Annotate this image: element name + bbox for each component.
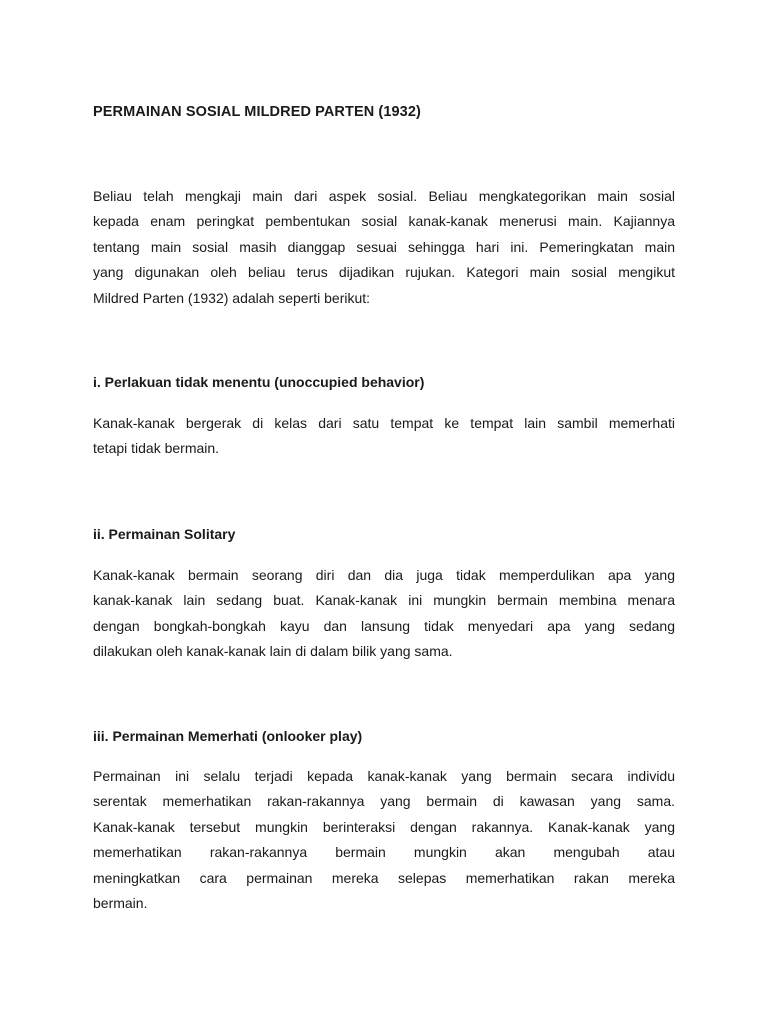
intro-line: Beliau telah mengkaji main dari aspek sosial. Beliau mengkategorikan main sosial bbox=[93, 188, 675, 204]
paragraph-line: serentak memerhatikan rakan-rakannya yang bermain di kawasan yang sama. bbox=[93, 793, 675, 810]
paragraph-line: kanak-kanak lain sedang buat. Kanak-kanak ini mungkin bermain membina menara bbox=[93, 592, 675, 609]
section-heading-unoccupied: i. Perlakuan tidak menentu (unoccupied behavior) bbox=[93, 374, 425, 390]
paragraph-line: Kanak-kanak tersebut mungkin berinteraksi dengan rakannya. Kanak-kanak yang bbox=[93, 818, 675, 835]
intro-paragraph bbox=[93, 184, 675, 311]
paragraph-line: dilakukan oleh kanak-kanak lain di dalam bilik yang sama. bbox=[93, 643, 453, 660]
section-paragraph-onlooker bbox=[93, 764, 675, 916]
intro-line: tentang main sosial masih dianggap sesuai sehingga hari ini. Pemeringkatan main bbox=[93, 238, 675, 255]
paragraph-line: tetapi tidak bermain. bbox=[93, 440, 220, 457]
paragraph-line: dengan bongkah-bongkah kayu dan lansung tidak menyedari apa yang sedang bbox=[93, 617, 675, 634]
section-paragraph-solitary bbox=[93, 563, 675, 665]
paragraph-line: memerhatikan rakan-rakannya bermain mungkin akan mengubah atau bbox=[93, 844, 675, 861]
paragraph-line: Permainan ini selalu terjadi kepada kanak-kanak yang bermain secara individu bbox=[93, 768, 675, 784]
section-heading-solitary: ii. Permainan Solitary bbox=[93, 526, 236, 542]
intro-line: yang digunakan oleh beliau terus dijadikan rujukan. Kategori main sosial mengikut bbox=[93, 264, 675, 281]
section-heading-onlooker: iii. Permainan Memerhati (onlooker play) bbox=[93, 728, 363, 744]
intro-line: Mildred Parten (1932) adalah seperti berikut: bbox=[93, 289, 371, 306]
section-paragraph-unoccupied bbox=[93, 411, 675, 462]
intro-line: kepada enam peringkat pembentukan sosial kanak-kanak menerusi main. Kajiannya bbox=[93, 213, 675, 230]
paragraph-line: Kanak-kanak bergerak di kelas dari satu tempat ke tempat lain sambil memerhati bbox=[93, 415, 675, 431]
paragraph-line: meningkatkan cara permainan mereka selepas memerhatikan rakan mereka bbox=[93, 869, 675, 886]
paragraph-line: bermain. bbox=[93, 894, 148, 911]
document-title: PERMAINAN SOSIAL MILDRED PARTEN (1932) bbox=[93, 104, 421, 120]
paragraph-line: Kanak-kanak bermain seorang diri dan dia juga tidak memperdulikan apa yang bbox=[93, 567, 675, 583]
